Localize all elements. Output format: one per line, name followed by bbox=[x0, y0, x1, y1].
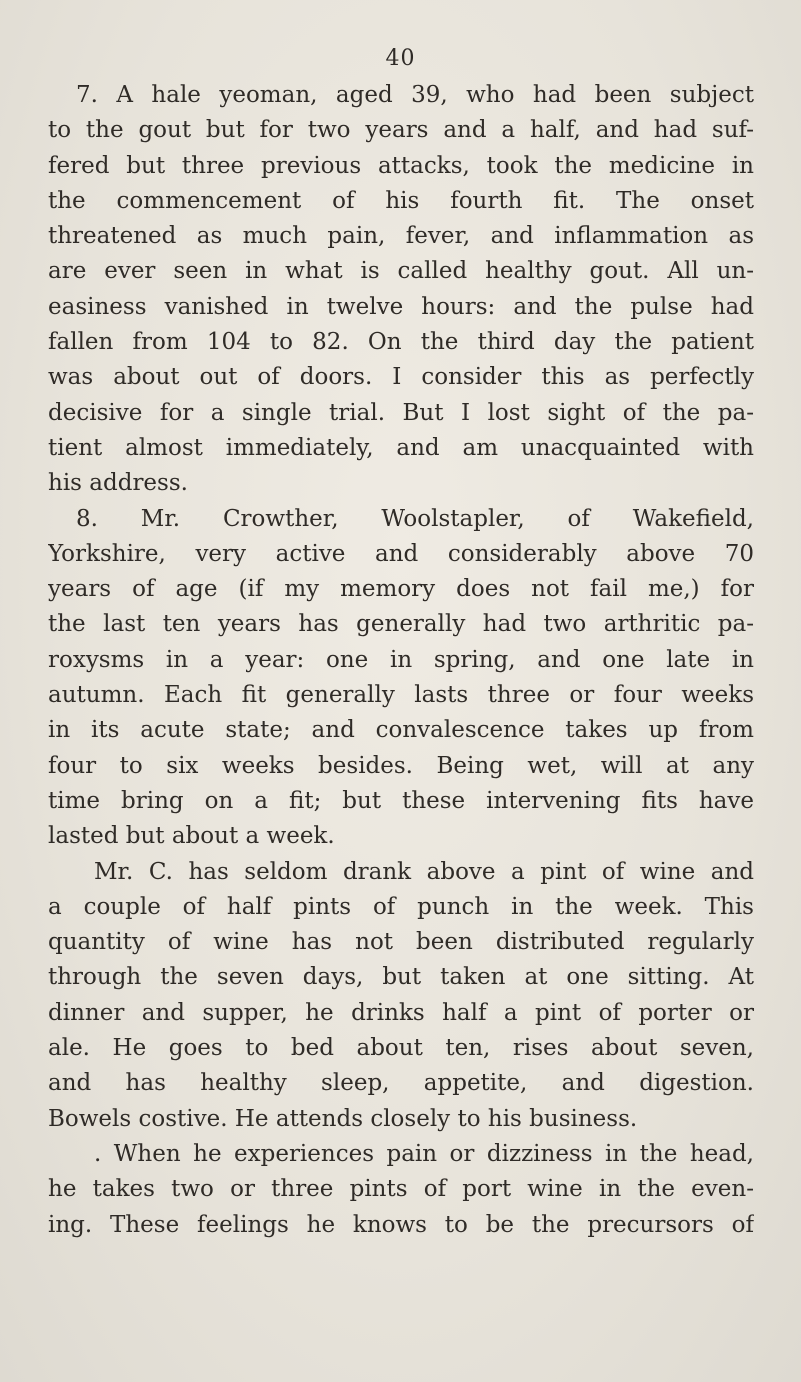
text-line: autumn. Each fit generally lasts three or four weeks bbox=[48, 682, 754, 709]
text-line: threatened as much pain, fever, and inflammation as bbox=[48, 223, 754, 250]
text-line: Mr. C. has seldom drank above a pint of wine and bbox=[94, 858, 754, 885]
body-text bbox=[48, 78, 754, 1243]
text-line: roxysms in a year: one in spring, and one late in bbox=[48, 646, 754, 673]
text-line: his address. bbox=[48, 470, 188, 497]
text-line: a couple of half pints of punch in the week. This bbox=[48, 893, 754, 920]
text-line: Bowels costive. He attends closely to his business. bbox=[48, 1105, 638, 1132]
text-line: in its acute state; and convalescence takes up from bbox=[48, 717, 754, 744]
text-line: 8. Mr. Crowther, Woolstapler, of Wakefield, bbox=[76, 505, 754, 532]
text-line: Yorkshire, very active and considerably above 70 bbox=[48, 540, 754, 567]
text-line: fallen from 104 to 82. On the third day the patient bbox=[48, 329, 754, 356]
text-line: was about out of doors. I consider this as perfectly bbox=[48, 364, 754, 391]
text-line: lasted but about a week. bbox=[48, 823, 335, 850]
page-number: 40 bbox=[385, 46, 416, 71]
text-line: tient almost immediately, and am unacquainted with bbox=[48, 434, 754, 461]
text-line: the last ten years has generally had two arthritic pa- bbox=[48, 611, 754, 638]
text-line: the commencement of his fourth fit. The onset bbox=[48, 187, 754, 214]
text-line: he takes two or three pints of port wine in the even- bbox=[48, 1176, 754, 1203]
text-line: ale. He goes to bed about ten, rises about seven, bbox=[48, 1035, 754, 1062]
text-line: ing. These feelings he knows to be the precursors of bbox=[48, 1211, 754, 1238]
text-line: fered but three previous attacks, took the medicine in bbox=[48, 152, 754, 179]
text-line: easiness vanished in twelve hours: and the pulse had bbox=[48, 293, 754, 320]
text-line: to the gout but for two years and a half, and had suf- bbox=[48, 117, 754, 144]
text-line: . When he experiences pain or dizziness in the head, bbox=[94, 1140, 754, 1167]
text-line: through the seven days, but taken at one sitting. At bbox=[48, 964, 754, 991]
text-line: dinner and supper, he drinks half a pint of porter or bbox=[48, 999, 754, 1026]
text-line: four to six weeks besides. Being wet, will at any bbox=[48, 752, 754, 779]
text-line: time bring on a fit; but these intervening fits have bbox=[48, 787, 754, 814]
text-line: quantity of wine has not been distributed regularly bbox=[48, 929, 754, 956]
text-line: 7. A hale yeoman, aged 39, who had been subject bbox=[76, 82, 754, 108]
text-line: decisive for a single trial. But I lost sight of the pa- bbox=[48, 399, 754, 426]
text-line: and has healthy sleep, appetite, and digestion. bbox=[48, 1070, 754, 1097]
text-line: years of age (if my memory does not fail me,) for bbox=[48, 576, 754, 603]
text-line: are ever seen in what is called healthy gout. All un- bbox=[48, 258, 754, 285]
